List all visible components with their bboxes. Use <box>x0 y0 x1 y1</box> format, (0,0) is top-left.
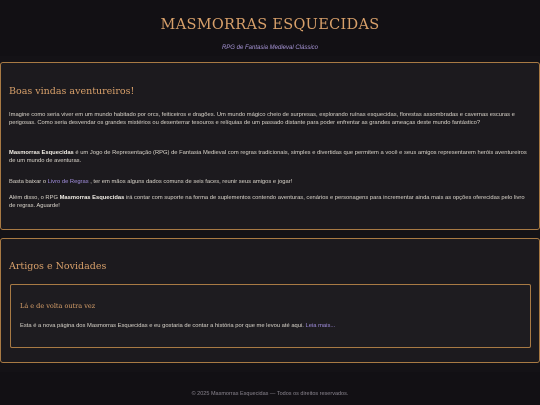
site-subtitle: RPG de Fantasia Medieval Clássico <box>221 45 319 51</box>
game-name-bold: Masmorras Esquecidas <box>9 150 74 156</box>
read-more-link[interactable]: Leia mais... <box>305 323 336 329</box>
post-excerpt-text: Esta é a nova página dos Masmorras Esquecidas e eu gostaria de contar a história por que me levou até aqui. <box>20 323 304 329</box>
welcome-paragraph-2-text: é um Jogo de Representação (RPG) de Fantasia Medieval com regras tradicionais, simples e divertidas que permitem a você e seus amigos representarem heróis aventureiros de um mundo de aventuras. <box>9 150 527 165</box>
post-title[interactable]: Lá e de volta outra vez <box>20 302 96 310</box>
welcome-paragraph-1: Imagine como seria viver em um mundo habitado por orcs, feiticeiros e dragões. Um mundo mágico cheio de surpresas, explorando ruínas esquecidas, florestas assombradas e cavernas escuras e perigosas. Como seria desvendar os grandes mistérios ou desenterrar tesouros e relíquias de um passado distante para poder enfrentar as grandes ameaças deste mundo fantástico? <box>9 112 515 127</box>
site-title[interactable]: MASMORRAS ESQUECIDAS <box>160 17 380 33</box>
welcome-heading: Boas vindas aventureiros! <box>9 86 135 97</box>
news-heading: Artigos e Novidades <box>9 261 107 272</box>
welcome-paragraph-4 <box>9 194 531 211</box>
welcome-paragraph-4-before: Além disso, o RPG <box>9 195 60 201</box>
site-header <box>0 0 540 56</box>
welcome-paragraph-2 <box>9 149 531 166</box>
welcome-paragraph-3-before: Basta baixar o <box>9 179 48 185</box>
welcome-paragraph-4-after: irá contar com suporte na forma de suplementos contendo aventuras, cenários e personagens para incrementar ainda mais as opções oferecidas pelo livro de regras. Aguarde! <box>9 195 525 210</box>
rulebook-link[interactable]: Livro de Regras <box>47 179 89 185</box>
news-panel <box>0 238 540 363</box>
welcome-panel <box>0 62 540 230</box>
copyright-text: © 2025 Masmorras Esquecidas — Todos os direitos reservados. <box>191 391 349 397</box>
post-excerpt <box>20 323 335 329</box>
welcome-paragraph-3 <box>9 178 531 186</box>
post-card <box>10 284 531 348</box>
site-footer <box>0 372 540 405</box>
game-name-bold-2: Masmorras Esquecidas <box>59 195 125 201</box>
welcome-paragraph-3-after: , ter em mãos alguns dados comuns de seis faces, reunir seus amigos e jogar! <box>88 179 293 185</box>
